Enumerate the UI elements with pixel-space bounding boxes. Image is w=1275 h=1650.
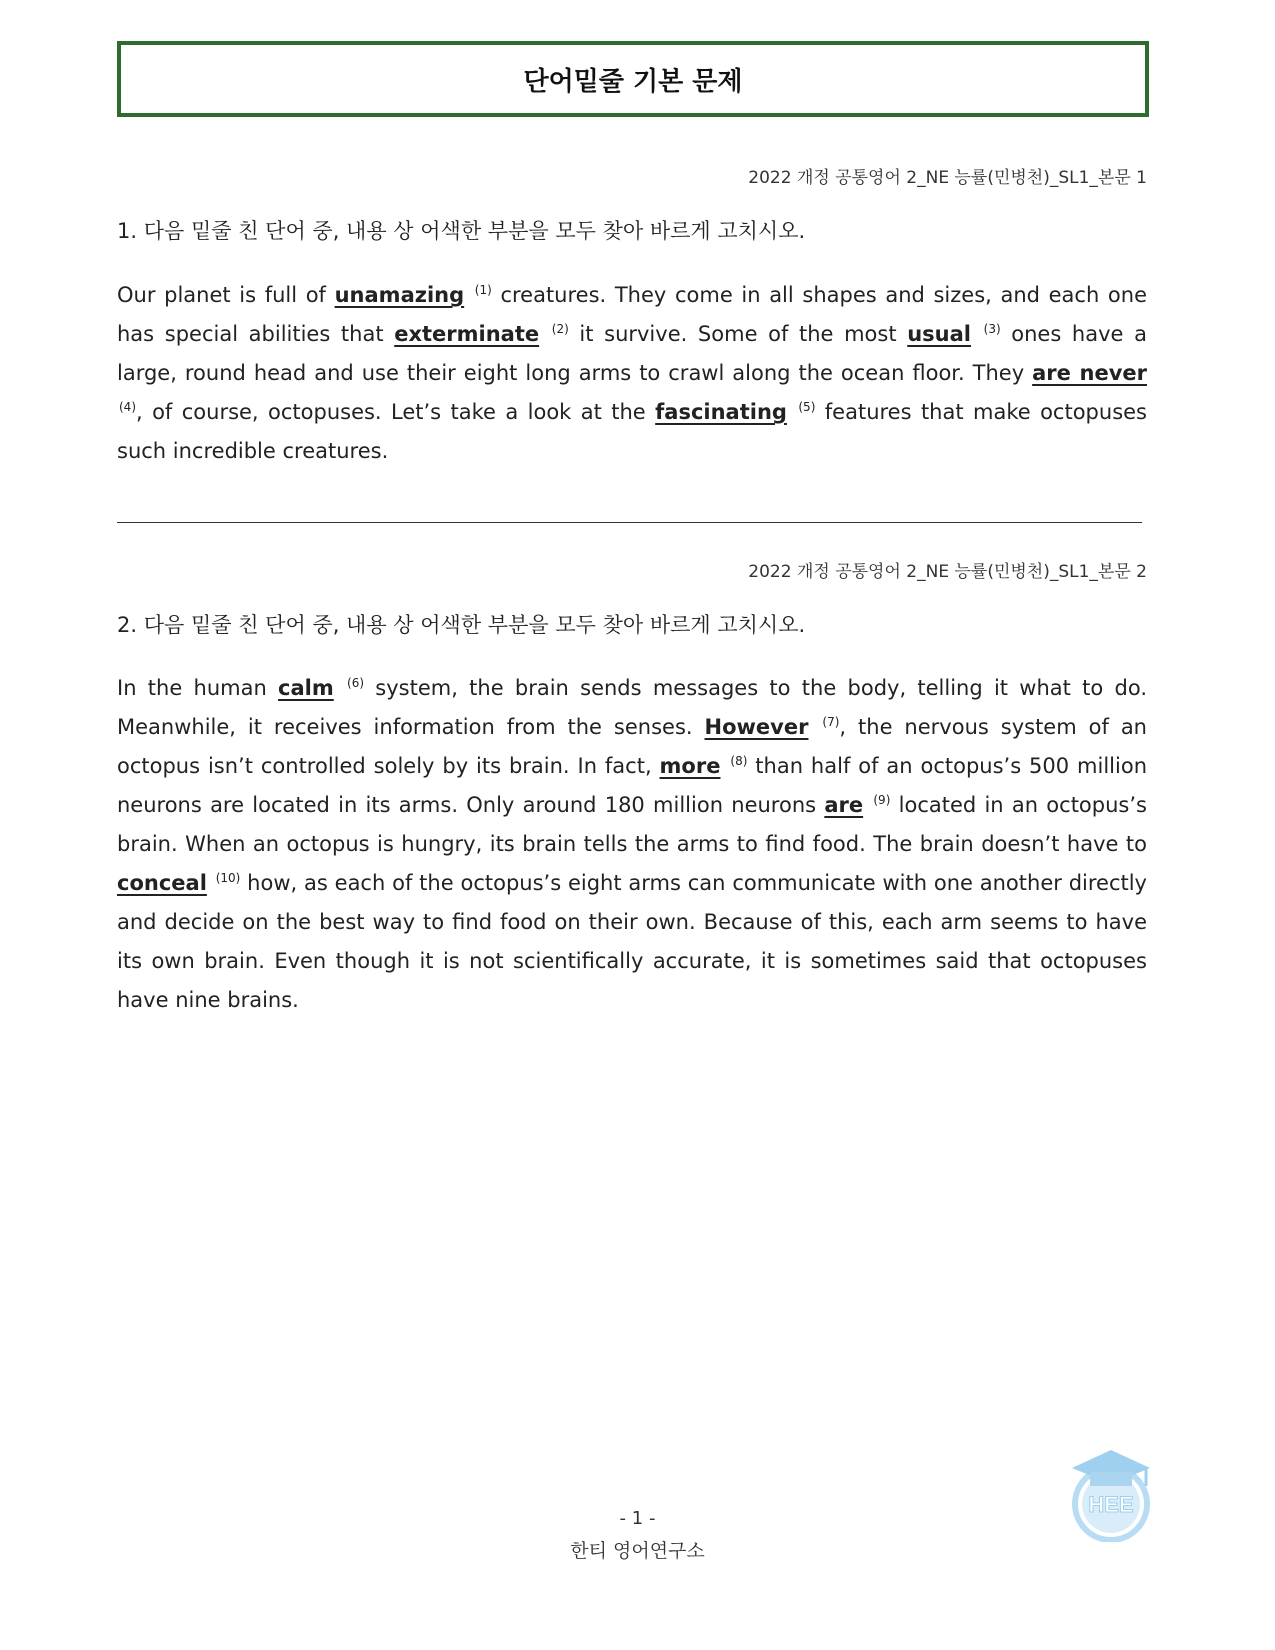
marker-3: (3) xyxy=(983,322,1001,336)
marker-10: (10) xyxy=(215,871,241,885)
marker-6: (6) xyxy=(347,676,365,690)
underlined-word-5: fascinating xyxy=(655,400,787,424)
answer-line xyxy=(117,522,1142,523)
page-title: 단어밑줄 기본 문제 xyxy=(117,41,1149,117)
marker-1: (1) xyxy=(474,283,492,297)
underlined-word-1: unamazing xyxy=(334,283,465,307)
underlined-word-3: usual xyxy=(907,322,971,346)
question-2-prompt: 2. 다음 밑줄 친 단어 중, 내용 상 어색한 부분을 모두 찾아 바르게 고치시오. xyxy=(117,613,806,637)
question-2-source: 2022 개정 공통영어 2_NE 능률(민병천)_SL1_본문 2 xyxy=(748,562,1147,582)
underlined-word-9: are xyxy=(824,793,864,817)
marker-4: (4) xyxy=(119,400,136,414)
underlined-word-10: conceal xyxy=(117,871,207,895)
marker-7: (7) xyxy=(822,715,840,729)
marker-9: (9) xyxy=(873,793,891,807)
underlined-word-8: more xyxy=(659,754,721,778)
question-1-passage: Our planet is full of unamazing $^{(1)}$ creatures. They come in all shapes and sizes, and each one has special abilities that exterminate $^{(2)}$ it survive. Some of the most usual $^{(3)}$ ones have a large, round head and use their eight long arms to crawl along the ocean floor. They are never $^{(4)}$, of course, octopuses. Let’s take a look at the fascinating $^{(5)}$ features that make octopuses such incredible creatures. xyxy=(117,283,1148,463)
underlined-word-4: are never xyxy=(1032,361,1148,385)
marker-5: (5) xyxy=(798,400,816,414)
underlined-word-6: calm xyxy=(278,676,334,700)
question-2-passage: In the human calm $^{(6)}$ system, the brain sends messages to the body, telling it what to do. Meanwhile, it receives information from the senses. However $^{(7)}$, the nervous system of an octopus isn’t controlled solely by its brain. In fact, more $^{(8)}$ than half of an octopus’s 500 million neurons are located in its arms. Only around 180 million neurons are $^{(9)}$ located in an octopus’s brain. When an octopus is hungry, its brain tells the arms to find food. The brain doesn’t have to conceal $^{(10)}$ how, as each of the octopus’s eight arms can communicate with one another directly and decide on the best way to find food on their own. Because of this, each arm seems to have its own brain. Even though it is not scientifically accurate, it is sometimes said that octopuses have nine brains. xyxy=(117,676,1147,1012)
underlined-word-7: However xyxy=(704,715,809,739)
question-1-prompt: 1. 다음 밑줄 친 단어 중, 내용 상 어색한 부분을 모두 찾아 바르게 고치시오. xyxy=(117,219,806,243)
publisher-name: 한티 영어연구소 xyxy=(570,1540,705,1562)
marker-2: (2) xyxy=(551,322,569,336)
underlined-word-2: exterminate xyxy=(394,322,540,346)
marker-8: (8) xyxy=(730,754,748,768)
logo-text: HEE xyxy=(1088,1492,1134,1517)
question-1-source: 2022 개정 공통영어 2_NE 능률(민병천)_SL1_본문 1 xyxy=(748,168,1147,188)
page-number: - 1 - xyxy=(619,1508,656,1529)
